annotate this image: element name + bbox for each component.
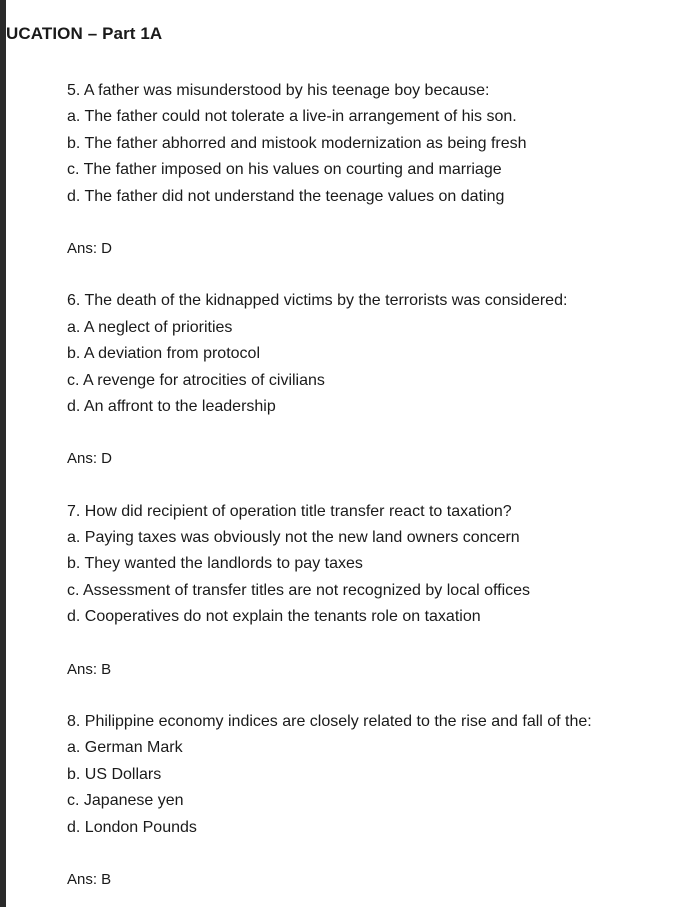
option-b: b. US Dollars (67, 765, 162, 783)
answer-label: Ans: B (67, 660, 112, 678)
option-b: b. A deviation from protocol (67, 345, 260, 363)
question-7 (67, 499, 679, 683)
option-d: d. London Pounds (67, 818, 197, 836)
answer-label: Ans: D (67, 239, 113, 257)
question-stem: 5. A father was misunderstood by his teenage boy because: (67, 82, 490, 99)
option-d: d. The father did not understand the teenage values on dating (67, 187, 505, 205)
question-stem: 8. Philippine economy indices are closely related to the rise and fall of the: (67, 713, 592, 731)
option-c: c. The father imposed on his values on courting and marriage (67, 161, 502, 179)
option-b: b. The father abhorred and mistook modernization as being fresh (67, 134, 527, 152)
option-a: a. A neglect of priorities (67, 318, 233, 336)
question-6 (67, 288, 679, 472)
spacer (67, 683, 679, 709)
question-stem: 7. How did recipient of operation title transfer react to taxation? (67, 502, 512, 520)
left-edge-bar (0, 0, 6, 907)
option-a: a. German Mark (67, 739, 183, 757)
question-list (67, 78, 679, 893)
option-c: c. Assessment of transfer titles are not recognized by local offices (67, 581, 531, 599)
answer-label: Ans: D (67, 450, 113, 468)
option-c: c. Japanese yen (67, 792, 184, 810)
option-b: b. They wanted the landlords to pay taxes (67, 555, 363, 573)
spacer (67, 262, 679, 288)
option-a: a. The father could not tolerate a live-in arrangement of his son. (67, 108, 517, 126)
question-5 (67, 78, 679, 262)
option-d: d. Cooperatives do not explain the tenants role on taxation (67, 608, 481, 626)
question-8 (67, 709, 679, 893)
question-stem: 6. The death of the kidnapped victims by the terrorists was considered: (67, 292, 568, 310)
option-d: d. An affront to the leadership (67, 397, 276, 415)
answer-label: Ans: B (67, 870, 112, 888)
option-c: c. A revenge for atrocities of civilians (67, 371, 325, 389)
page-header: UCATION – Part 1A (6, 24, 163, 43)
spacer (67, 473, 679, 499)
option-a: a. Paying taxes was obviously not the new land owners concern (67, 529, 520, 547)
